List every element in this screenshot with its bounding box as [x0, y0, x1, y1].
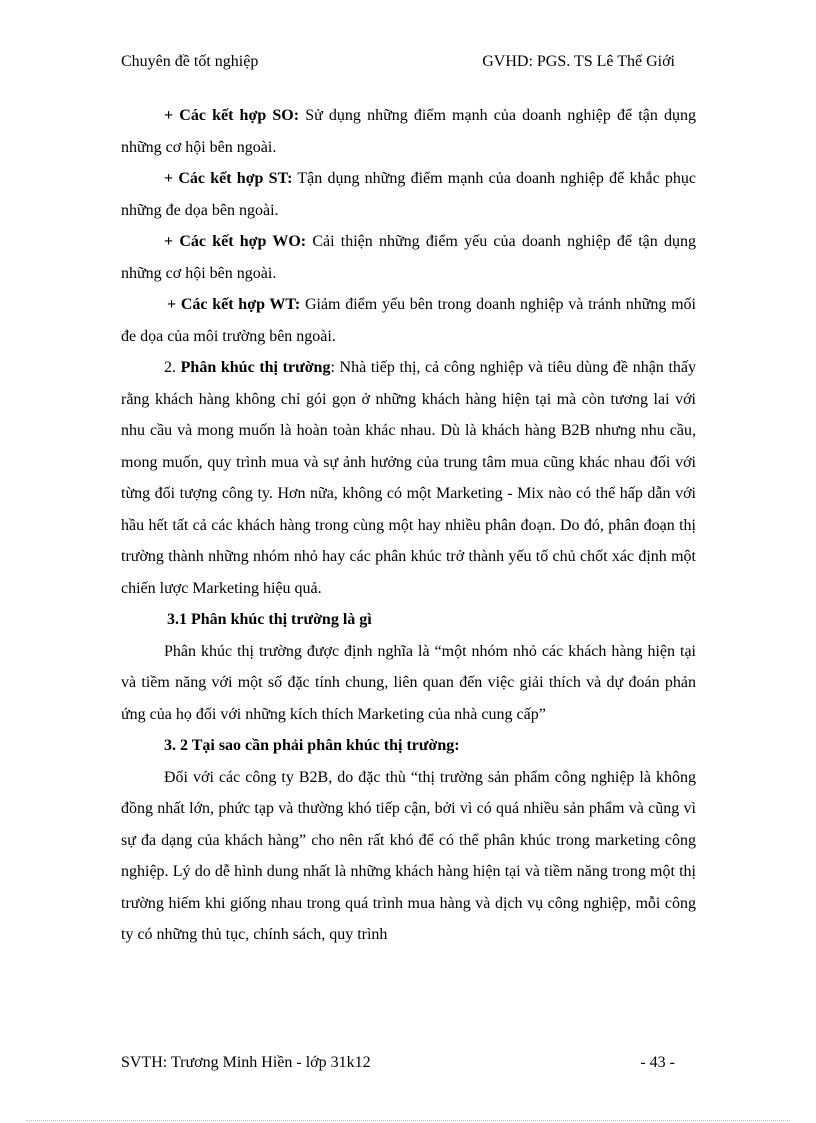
footer-author: SVTH: Trương Minh Hiền - lớp 31k12 [121, 1054, 371, 1071]
paragraph-definition: Phân khúc thị trường được định nghĩa là “một nhóm nhỏ các khách hàng hiện tại và tiềm năng với một số đặc tính chung, liên quan đến việc giải thích và dự đoán phản ứng của họ đối với những kích thích Marketing của nhà cung cấp” [121, 642, 696, 723]
paragraph-so [121, 100, 696, 163]
header-advisor: GVHD: PGS. TS Lê Thế Giới [482, 53, 675, 70]
paragraph-wo [121, 226, 696, 289]
paragraph-wt-label: + Các kết hợp WT: [167, 296, 301, 313]
paragraph-st-text: Tận dụng những điểm mạnh của doanh nghiệp để khắc phục những đe dọa bên ngoài. [121, 170, 697, 219]
paragraph-st-label: + Các kết hợp ST: [164, 170, 293, 187]
paragraph-b2b: Đối với các công ty B2B, do đặc thù “thị trường sản phẩm công nghiệp là không đồng nhất lớn, phức tạp và thường khó tiếp cận, bởi vì có quá nhiều sản phẩm và cũng vì sự đa dạng của khách hàng” cho nên rất khó để có thể phân khúc trong marketing công nghiệp. Lý do dễ hình dung nhất là những khách hàng hiện tại và tiềm năng trong một thị trường hiếm khi giống nhau trong quá trình mua hàng và dịch vụ công nghiệp, mỗi công ty có những thủ tục, chính sách, quy trình [121, 768, 696, 943]
paragraph-segmentation-text: : Nhà tiếp thị, cả công nghiệp và tiêu dùng đề nhận thấy rằng khách hàng không chỉ gói gọn ở những khách hàng hiện tại mà còn tương lai với nhu cầu và mong muốn là hoàn toàn khác nhau. Dù là khách hàng B2B nhưng nhu cầu, mong muốn, quy trình mua và sự ảnh hưởng của trung tâm mua cũng khác nhau đối với từng đối tượng công ty. Hơn nữa, không có một Marketing - Mix nào có thể hấp dẫn với hầu hết tất cả các khách hàng trong cùng một hay nhiều phân đoạn. Do đó, phân đoạn thị trường thành những nhóm nhỏ hay các phân khúc trở thành yếu tố chủ chốt xác định một chiến lược Marketing hiệu quả. [121, 359, 696, 597]
heading-3-2: 3. 2 Tại sao cần phải phân khúc thị trường: [164, 737, 460, 754]
paragraph-so-text: Sử dụng những điểm mạnh của doanh nghiệp để tận dụng những cơ hội bên ngoài. [121, 107, 697, 156]
section-number: 2. [164, 359, 181, 376]
paragraph-wo-label: + Các kết hợp WO: [164, 233, 307, 250]
section-title: Phân khúc thị trường [180, 359, 331, 376]
paragraph-wo-text: Cải thiện những điểm yếu của doanh nghiệp để tận dụng những cơ hội bên ngoài. [121, 233, 696, 282]
paragraph-st [121, 163, 696, 226]
page-number: - 43 - [640, 1054, 675, 1071]
header-title: Chuyên đề tốt nghiệp [121, 53, 259, 70]
page-body [121, 100, 696, 951]
heading-3-1: 3.1 Phân khúc thị trường là gì [167, 611, 372, 628]
paragraph-wt-text: Giảm điểm yếu bên trong doanh nghiệp và tránh những mối đe dọa của môi trường bên ngoài. [121, 296, 696, 345]
paragraph-so-label: + Các kết hợp SO: [164, 107, 300, 124]
paragraph-segmentation [121, 352, 696, 604]
paragraph-wt [121, 289, 696, 352]
page-bottom-divider [26, 1120, 790, 1121]
